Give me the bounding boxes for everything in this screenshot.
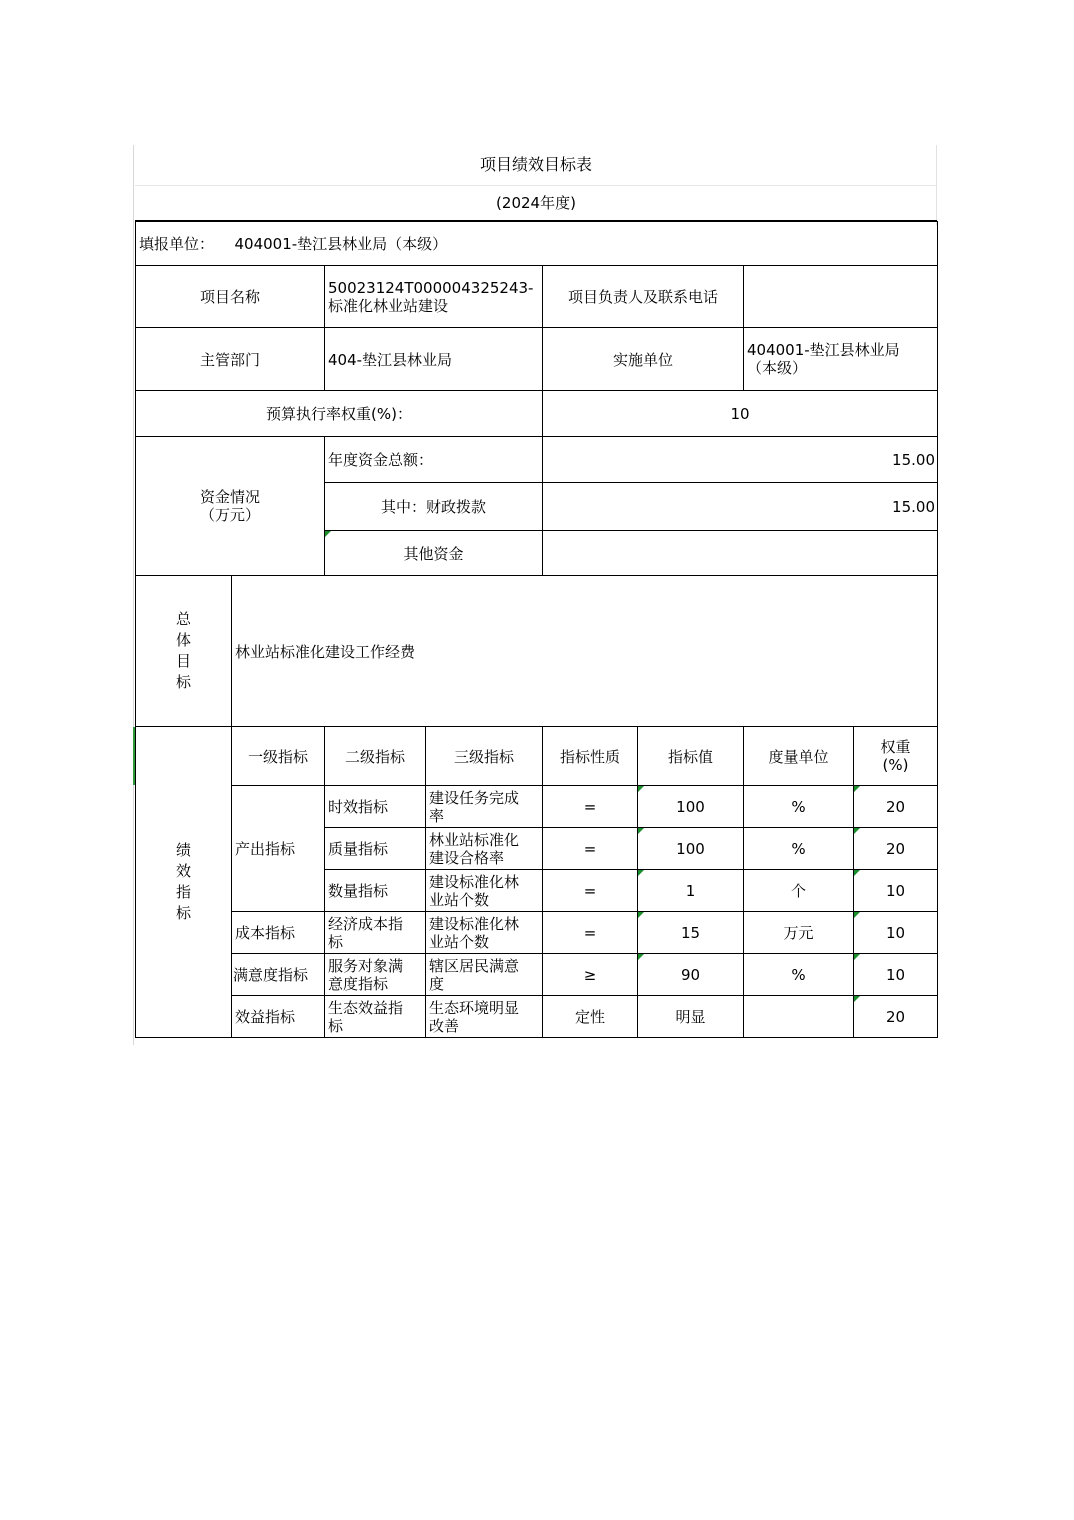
funds-fiscal-value: 15.00 <box>543 483 938 531</box>
contact-label: 项目负责人及联系电话 <box>543 266 744 328</box>
level2-cell: 时效指标 <box>325 786 426 828</box>
header-level2: 二级指标 <box>325 727 426 786</box>
weight-label: 预算执行率权重(%)： <box>136 391 543 437</box>
dept-value: 404-垫江县林业局 <box>325 328 543 391</box>
doc-title: 项目绩效目标表 <box>135 145 937 186</box>
unit-cell: % <box>744 828 854 870</box>
value-cell: 1 <box>638 870 744 912</box>
header-unit: 度量单位 <box>744 727 854 786</box>
value-cell: 100 <box>638 786 744 828</box>
indicators-label: 绩 效 指 标 <box>136 727 232 1038</box>
overall-goal-label: 总 体 目 标 <box>136 576 232 727</box>
impl-label: 实施单位 <box>543 328 744 391</box>
reporting-unit-value: 404001-垫江县林业局（本级） <box>232 222 938 266</box>
header-value: 指标值 <box>638 727 744 786</box>
project-name-label: 项目名称 <box>136 266 325 328</box>
sheet-gridline-left <box>133 145 134 1045</box>
group-satisfaction: 满意度指标 <box>232 954 325 996</box>
value-cell: 100 <box>638 828 744 870</box>
goal-table <box>135 221 938 1038</box>
level3-cell: 建设任务完成 率 <box>426 786 543 828</box>
unit-cell: 万元 <box>744 912 854 954</box>
table-row <box>136 954 938 996</box>
funds-other-value <box>543 531 938 576</box>
group-benefit: 效益指标 <box>232 996 325 1038</box>
unit-cell: 个 <box>744 870 854 912</box>
level3-cell: 建设标准化林 业站个数 <box>426 912 543 954</box>
funds-other-label: 其他资金 <box>325 531 543 576</box>
group-cost: 成本指标 <box>232 912 325 954</box>
level2-cell: 生态效益指 标 <box>325 996 426 1038</box>
weight-cell: 20 <box>854 786 938 828</box>
nature-cell: = <box>543 912 638 954</box>
header-level1: 一级指标 <box>232 727 325 786</box>
table-row <box>136 996 938 1038</box>
nature-cell: = <box>543 870 638 912</box>
weight-cell: 10 <box>854 954 938 996</box>
level2-cell: 质量指标 <box>325 828 426 870</box>
weight-cell: 10 <box>854 870 938 912</box>
funds-fiscal-label: 其中：财政拨款 <box>325 483 543 531</box>
level3-cell: 生态环境明显 改善 <box>426 996 543 1038</box>
nature-cell: = <box>543 828 638 870</box>
level3-cell: 辖区居民满意 度 <box>426 954 543 996</box>
level2-cell: 数量指标 <box>325 870 426 912</box>
unit-cell <box>744 996 854 1038</box>
funds-total-value: 15.00 <box>543 437 938 483</box>
level3-cell: 林业站标准化 建设合格率 <box>426 828 543 870</box>
header-nature: 指标性质 <box>543 727 638 786</box>
project-name-value: 50023124T000004325243- 标准化林业站建设 <box>325 266 543 328</box>
weight-cell: 20 <box>854 828 938 870</box>
header-weight: 权重 (%) <box>854 727 938 786</box>
performance-goal-sheet <box>135 145 937 1038</box>
table-row <box>136 912 938 954</box>
funds-total-label: 年度资金总额： <box>325 437 543 483</box>
value-cell: 明显 <box>638 996 744 1038</box>
level2-cell: 服务对象满 意度指标 <box>325 954 426 996</box>
unit-cell: % <box>744 786 854 828</box>
nature-cell: = <box>543 786 638 828</box>
header-level3: 三级指标 <box>426 727 543 786</box>
table-row <box>136 786 938 828</box>
level3-cell: 建设标准化林 业站个数 <box>426 870 543 912</box>
value-cell: 15 <box>638 912 744 954</box>
value-cell: 90 <box>638 954 744 996</box>
overall-goal-text: 林业站标准化建设工作经费 <box>232 576 938 727</box>
nature-cell: 定性 <box>543 996 638 1038</box>
group-output: 产出指标 <box>232 786 325 912</box>
impl-value: 404001-垫江县林业局 （本级） <box>744 328 938 391</box>
nature-cell: ≥ <box>543 954 638 996</box>
weight-cell: 20 <box>854 996 938 1038</box>
unit-cell: % <box>744 954 854 996</box>
dept-label: 主管部门 <box>136 328 325 391</box>
funds-label: 资金情况 （万元） <box>136 437 325 576</box>
contact-value <box>744 266 938 328</box>
reporting-unit-label: 填报单位： <box>136 222 232 266</box>
weight-cell: 10 <box>854 912 938 954</box>
level2-cell: 经济成本指 标 <box>325 912 426 954</box>
weight-value: 10 <box>543 391 938 437</box>
doc-year: (2024年度) <box>135 186 937 221</box>
